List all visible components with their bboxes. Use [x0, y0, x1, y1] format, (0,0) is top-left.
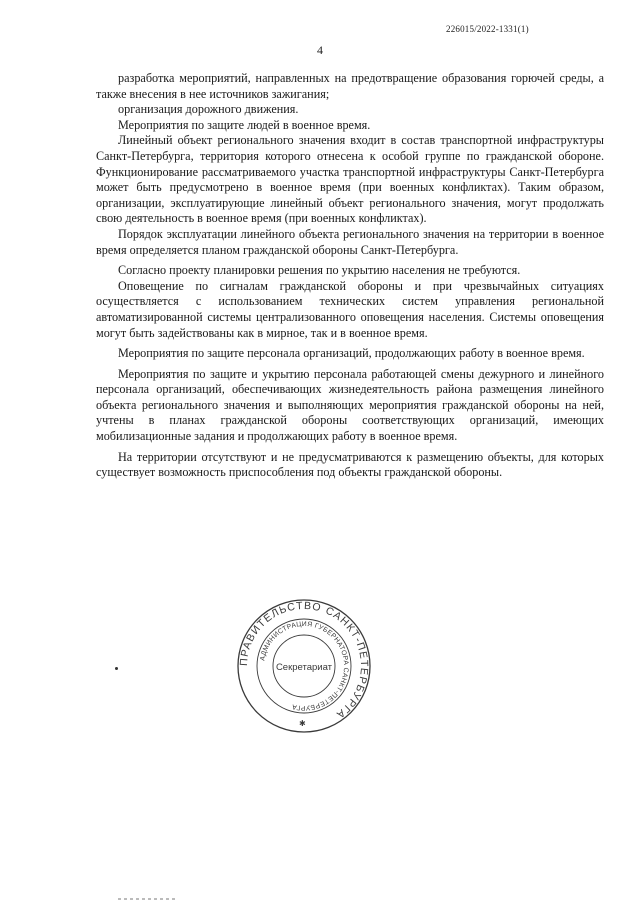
page-number: 4	[317, 43, 323, 57]
paragraph: Линейный объект регионального значения входит в состав транспортной инфраструктуры Санкт-Петербурга, территория которого отнесена к особой группе по гражданской обороне. Функционирование рассматриваемого участка транспортной инфраструктуры Санкт-Петербурга может быть предусмотрено в военное время (при военных конфликтах). Таким образом, организации, эксплуатирующие линейный объект регионального значения, могут продолжать свою деятельность в военное время (при военных конфликтах).	[96, 133, 604, 226]
paragraph: разработка мероприятий, направленных на предотвращение образования горючей среды, а также внесения в нее источников зажигания;	[96, 71, 604, 101]
seal-center-text: Секретариат	[275, 662, 333, 673]
scan-artifact	[118, 898, 178, 900]
paragraph: Согласно проекту планировки решения по укрытию населения не требуются.	[118, 263, 521, 278]
document-number: 226015/2022-1331(1)	[446, 24, 529, 34]
paragraph: организация дорожного движения.	[118, 102, 299, 117]
paragraph: Порядок эксплуатации линейного объекта регионального значения на территории в военное время определяется планом гражданской обороны Санкт-Петербурга.	[96, 226, 604, 257]
paragraph: Мероприятия по защите персонала организаций, продолжающих работу в военное время.	[118, 346, 585, 361]
seal-star-icon: ✱	[299, 719, 306, 728]
seal-outer-text: ПРАВИТЕЛЬСТВО САНКТ-ПЕТЕРБУРГА	[237, 599, 371, 722]
paragraph: Мероприятия по защите и укрытию персонала работающей смены дежурного и линейного персонала организаций, обеспечивающих жизнедеятельность района размещения линейного объекта регионального значения и выполняющих мероприятия гражданской обороны на ней, учтены в планах гражданской обороны соответствующих организаций, имеющих мобилизационные задания и продолжающих работу в военное время.	[96, 366, 604, 444]
seal-inner-text: АДМИНИСТРАЦИЯ ГУБЕРНАТОРА САНКТ-ПЕТЕРБУРГА	[259, 620, 350, 712]
paragraph: Мероприятия по защите людей в военное время.	[118, 117, 371, 132]
stray-mark	[115, 667, 118, 670]
official-seal	[236, 598, 372, 734]
document-body	[96, 71, 604, 481]
paragraph: Оповещение по сигналам гражданской обороны и при чрезвычайных ситуациях осуществляется с использованием технических систем управления региональной автоматизированной системы централизованного оповещения населения. Системы оповещения могут быть задействованы как в мирное, так и в военное время.	[96, 278, 604, 340]
seal-graphic	[236, 598, 372, 734]
paragraph: На территории отсутствуют и не предусматриваются к размещению объекты, для которых существует возможность приспособления под объекты гражданской обороны.	[96, 449, 604, 480]
